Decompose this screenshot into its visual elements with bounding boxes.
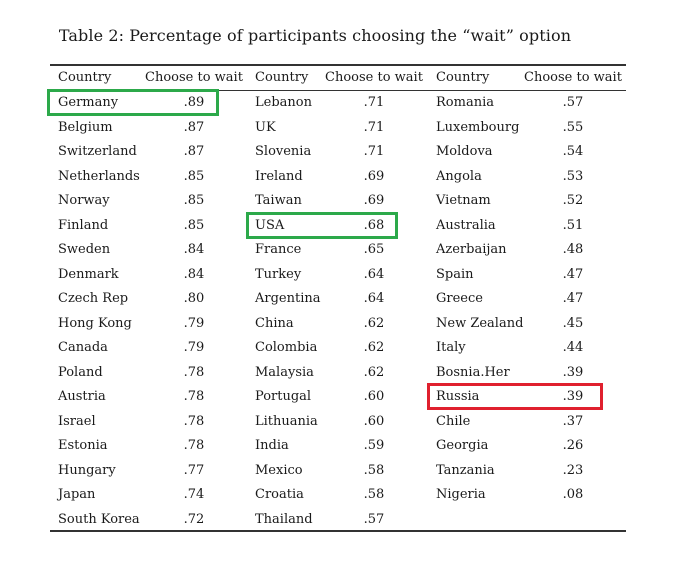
value-cell: .08 <box>562 487 584 502</box>
country-cell: Moldova <box>436 144 493 159</box>
value-cell: .74 <box>183 487 205 502</box>
country-cell: Estonia <box>58 438 108 453</box>
country-cell: Czech Rep <box>58 291 129 306</box>
value-cell: .64 <box>363 291 385 306</box>
value-cell: .87 <box>183 119 205 135</box>
value-cell: .84 <box>183 242 205 257</box>
country-cell: Austria <box>58 389 106 404</box>
value-cell: .62 <box>363 315 385 331</box>
value-cell: .53 <box>562 168 584 184</box>
country-cell: South Korea <box>58 511 140 527</box>
value-cell: .89 <box>183 95 205 110</box>
column-header-country: Country <box>436 70 490 85</box>
value-cell: .37 <box>562 413 584 429</box>
table-caption: Table 2: Percentage of participants choosing the “wait” option <box>58 26 572 45</box>
country-cell: Turkey <box>255 266 302 282</box>
value-cell: .44 <box>562 340 584 355</box>
value-cell: .68 <box>363 217 385 233</box>
value-cell: .84 <box>183 266 205 282</box>
value-cell: .26 <box>562 438 584 453</box>
value-cell: .79 <box>183 340 205 355</box>
country-cell: Mexico <box>255 462 303 478</box>
country-cell: Malaysia <box>255 364 314 380</box>
country-cell: Hong Kong <box>58 315 132 331</box>
value-cell: .60 <box>363 413 385 429</box>
value-cell: .78 <box>183 389 205 404</box>
country-cell: Slovenia <box>255 144 312 159</box>
country-cell: Switzerland <box>58 144 137 159</box>
country-cell: Bosnia.Her <box>436 364 510 380</box>
column-header-country: Country <box>255 70 309 85</box>
value-cell: .64 <box>363 266 385 282</box>
country-cell: Luxembourg <box>436 119 520 135</box>
value-cell: .59 <box>363 438 385 453</box>
country-cell: Greece <box>436 291 483 306</box>
country-cell: Portugal <box>255 389 312 404</box>
value-cell: .62 <box>363 340 385 355</box>
country-cell: Colombia <box>255 340 318 355</box>
country-cell: USA <box>255 217 285 233</box>
table-bottom-rule <box>50 530 626 532</box>
country-cell: France <box>255 242 302 257</box>
value-cell: .57 <box>562 95 584 110</box>
country-cell: Argentina <box>255 291 321 306</box>
value-cell: .78 <box>183 438 205 453</box>
value-cell: .65 <box>363 242 385 257</box>
value-cell: .48 <box>562 242 584 257</box>
country-cell: Lebanon <box>255 95 312 110</box>
column-header-country: Country <box>58 70 112 85</box>
country-cell: Sweden <box>58 242 111 257</box>
value-cell: .78 <box>183 413 205 429</box>
value-cell: .47 <box>562 266 584 282</box>
value-cell: .87 <box>183 144 205 159</box>
value-cell: .72 <box>183 511 205 527</box>
value-cell: .39 <box>562 364 584 380</box>
value-cell: .39 <box>562 389 584 404</box>
value-cell: .79 <box>183 315 205 331</box>
country-cell: UK <box>255 119 276 135</box>
country-cell: New Zealand <box>436 315 524 331</box>
country-cell: Russia <box>436 389 480 404</box>
country-cell: Nigeria <box>436 487 486 502</box>
highlight-box <box>47 89 219 116</box>
country-cell: Azerbaijan <box>436 242 507 257</box>
value-cell: .85 <box>183 193 205 208</box>
value-cell: .54 <box>562 144 584 159</box>
value-cell: .58 <box>363 487 385 502</box>
country-cell: Netherlands <box>58 168 140 184</box>
country-cell: Poland <box>58 364 103 380</box>
value-cell: .69 <box>363 168 385 184</box>
value-cell: .51 <box>562 217 584 233</box>
country-cell: Norway <box>58 193 110 208</box>
country-cell: Chile <box>436 413 471 429</box>
value-cell: .45 <box>562 315 584 331</box>
value-cell: .62 <box>363 364 385 380</box>
country-cell: Tanzania <box>436 462 495 478</box>
country-cell: Denmark <box>58 266 119 282</box>
highlight-box <box>427 383 603 410</box>
country-cell: Israel <box>58 413 96 429</box>
column-header-choose-to-wait: Choose to wait <box>524 70 622 85</box>
value-cell: .52 <box>562 193 584 208</box>
value-cell: .85 <box>183 168 205 184</box>
country-cell: Finland <box>58 217 109 233</box>
highlight-box <box>246 212 398 239</box>
country-cell: Taiwan <box>255 193 302 208</box>
country-cell: Australia <box>436 217 496 233</box>
country-cell: Thailand <box>255 511 313 527</box>
value-cell: .71 <box>363 95 385 110</box>
country-cell: Lithuania <box>255 413 318 429</box>
country-cell: Ireland <box>255 168 303 184</box>
country-cell: India <box>255 438 289 453</box>
country-cell: Hungary <box>58 462 116 478</box>
value-cell: .77 <box>183 462 205 478</box>
value-cell: .55 <box>562 119 584 135</box>
value-cell: .47 <box>562 291 584 306</box>
value-cell: .58 <box>363 462 385 478</box>
value-cell: .23 <box>562 462 584 478</box>
country-cell: Croatia <box>255 487 304 502</box>
value-cell: .60 <box>363 389 385 404</box>
table-top-rule <box>50 64 626 66</box>
column-header-choose-to-wait: Choose to wait <box>145 70 243 85</box>
value-cell: .69 <box>363 193 385 208</box>
country-cell: Belgium <box>58 119 113 135</box>
country-cell: Vietnam <box>436 193 491 208</box>
value-cell: .78 <box>183 364 205 380</box>
value-cell: .57 <box>363 511 385 527</box>
country-cell: Japan <box>58 487 96 502</box>
country-cell: Italy <box>436 340 466 355</box>
value-cell: .85 <box>183 217 205 233</box>
country-cell: Spain <box>436 266 474 282</box>
country-cell: Angola <box>436 168 482 184</box>
country-cell: China <box>255 315 294 331</box>
country-cell: Romania <box>436 95 494 110</box>
country-cell: Germany <box>58 95 119 110</box>
country-cell: Canada <box>58 340 108 355</box>
country-cell: Georgia <box>436 438 489 453</box>
value-cell: .71 <box>363 144 385 159</box>
value-cell: .71 <box>363 119 385 135</box>
value-cell: .80 <box>183 291 205 306</box>
column-header-choose-to-wait: Choose to wait <box>325 70 423 85</box>
